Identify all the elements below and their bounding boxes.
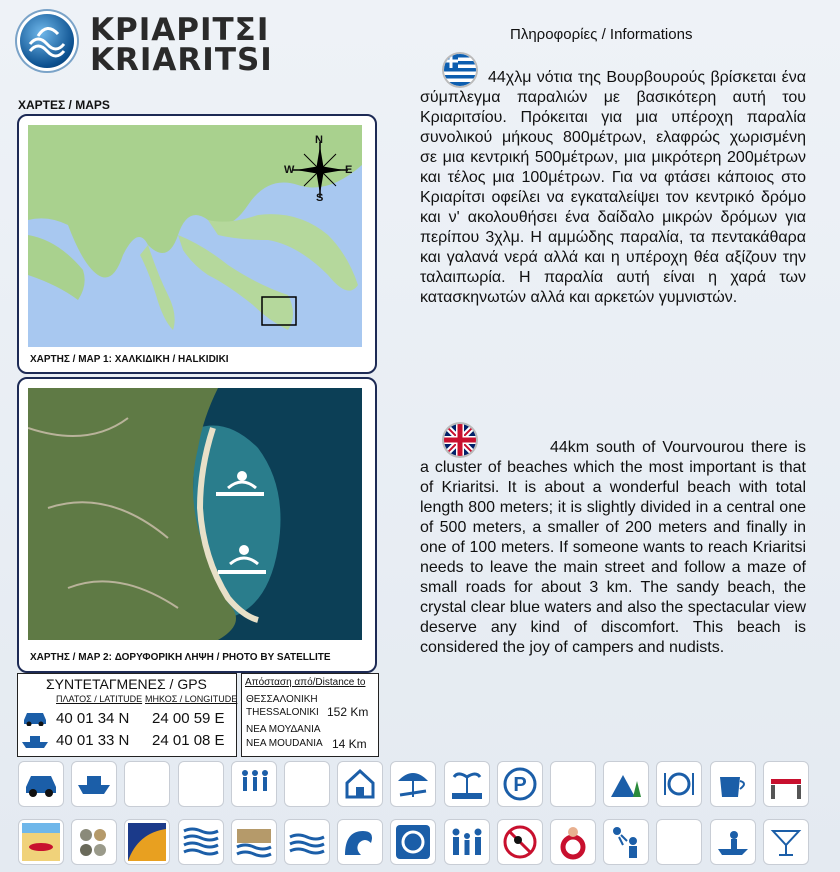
distance-title: Απόσταση από/Distance to	[245, 677, 366, 688]
satellite-photo[interactable]	[28, 388, 362, 640]
compass-e: E	[345, 164, 353, 176]
english-description: 44km south of Vourvourou there is a cluster of beaches which the most important is that of Kriaritsi. It is about a wonderful beach with total length 800 meters; it is slightly divided in a central one of 500 meters, a smaller of 200 meters and finally in one of 100 meters. If someone wants to reach Kriaritsi needs to leave the main street and follow a maze of small roads for about 3 km. The sandy beach, the crystal clear blue waters and also the spectacular view deserve any kind of discomfort. This beach is considered the joy of campers and nudists.	[420, 439, 806, 656]
umbrella-lounger-icon[interactable]	[390, 761, 436, 807]
island-icon[interactable]	[444, 761, 490, 807]
maps-heading: ΧΑΡΤΕΣ / MAPS	[18, 98, 110, 112]
page-title-greek: ΚΡΙΑΡΙΤΣΙ	[90, 12, 270, 48]
lifeguard-icon[interactable]	[550, 819, 596, 865]
compass-w: W	[284, 164, 295, 176]
map1-caption: ΧΑΡΤΗΣ / MAP 1: ΧΑΛΚΙΔΙΚΗ / HALKIDIKI	[30, 354, 229, 365]
car-longitude: 24 00 59 E	[152, 710, 225, 727]
sunbather-icon[interactable]	[18, 819, 64, 865]
shallow-water-icon[interactable]	[231, 819, 277, 865]
distance-from1-greek: ΘΕΣΣΑΛΟΝΙΚΗ	[246, 694, 318, 705]
cafe-icon[interactable]	[710, 761, 756, 807]
shower-icon[interactable]	[603, 819, 649, 865]
boat-latitude: 40 01 33 N	[56, 732, 130, 749]
deep-water-icon[interactable]	[178, 819, 224, 865]
distance-value1: 152 Km	[327, 705, 369, 719]
empty-icon-slot	[124, 761, 170, 807]
parking-icon[interactable]	[497, 761, 543, 807]
map2-caption: ΧΑΡΤΗΣ / MAP 2: ΔΟΡΥΦΟΡΙΚΗ ΛΗΨΗ / PHOTO BY SATELLITE	[30, 652, 331, 663]
hikers-icon[interactable]	[231, 761, 277, 807]
cove-icon[interactable]	[124, 819, 170, 865]
distance-from2-greek: ΝΕΑ ΜΟΥΔΑΝΙΑ	[246, 724, 321, 735]
amenities-row-2	[18, 819, 824, 865]
beach-house-icon[interactable]	[337, 761, 383, 807]
jet-ski-icon[interactable]	[710, 819, 756, 865]
car-icon	[22, 710, 48, 731]
distance-from1-english: THESSALONIKI	[246, 707, 319, 718]
camping-icon[interactable]	[603, 761, 649, 807]
car-icon[interactable]	[18, 761, 64, 807]
distance-from2-english: NEA MOUDANIA	[246, 738, 323, 749]
boat-icon	[21, 733, 49, 754]
info-heading: Πληροφορίες / Informations	[510, 26, 693, 43]
gps-title: ΣΥΝΤΕΤΑΓΜΕΝΕΣ / GPS	[46, 676, 207, 692]
family-icon[interactable]	[444, 819, 490, 865]
surf-wave-icon[interactable]	[337, 819, 383, 865]
site-logo	[20, 14, 74, 68]
cocktail-icon[interactable]	[763, 819, 809, 865]
car-latitude: 40 01 34 N	[56, 710, 130, 727]
no-diving-icon[interactable]	[497, 819, 543, 865]
restaurant-icon[interactable]	[656, 761, 702, 807]
longitude-header: ΜΗΚΟΣ / LONGITUDE	[145, 694, 238, 704]
distance-value2: 14 Km	[332, 737, 367, 751]
halkidiki-map[interactable]	[28, 125, 362, 347]
compass-n: N	[315, 134, 323, 146]
page-title-latin: KRIARITSI	[90, 42, 273, 78]
empty-icon-slot	[284, 761, 330, 807]
boat-longitude: 24 01 08 E	[152, 732, 225, 749]
calm-water-icon[interactable]	[284, 819, 330, 865]
pebbles-icon[interactable]	[71, 819, 117, 865]
barrier-icon[interactable]	[763, 761, 809, 807]
amenities-row-1	[18, 761, 824, 807]
compass-s: S	[316, 192, 324, 204]
empty-icon-slot	[178, 761, 224, 807]
svg-text:P: P	[513, 774, 527, 796]
blue-flag-icon[interactable]	[390, 819, 436, 865]
boat-icon[interactable]	[71, 761, 117, 807]
empty-icon-slot	[550, 761, 596, 807]
latitude-header: ΠΛΑΤΟΣ / LATITUDE	[56, 694, 143, 704]
empty-icon-slot	[656, 819, 702, 865]
greek-description: 44χλμ νότια της Βουρβουρούς βρίσκεται ένα σύμπλεγμα παραλιών με βασικότερη αυτή του Κριαριτσίου. Πρόκειται για μια υπέροχη παραλία συνολικού μήκους 800μέτρων, ελαφρώς χωρισμένη σε μια κεντρική 500μέτρων, μια μικρότερη 200μέτρων και τέλος μια 100μέτρων. Για να φτάσει κάποιος στο Κριαρίτσι οφείλει να εγκαταλείψει τον κεντρικό δρόμο και ν' ακολουθήσει ένα δαίδαλο μικρών δρόμων για περίπου 3χλμ. Η αμμώδης παραλία, τα πεντακάθαρα και γαλανά νερά αλλά και η υπέροχη θέα αξίζουν την ταλαιπωρία. Η παραλία αυτή είναι η χαρά των κατασκηνωτών αλλά και αρκετών γυμνιστών.	[420, 69, 806, 306]
